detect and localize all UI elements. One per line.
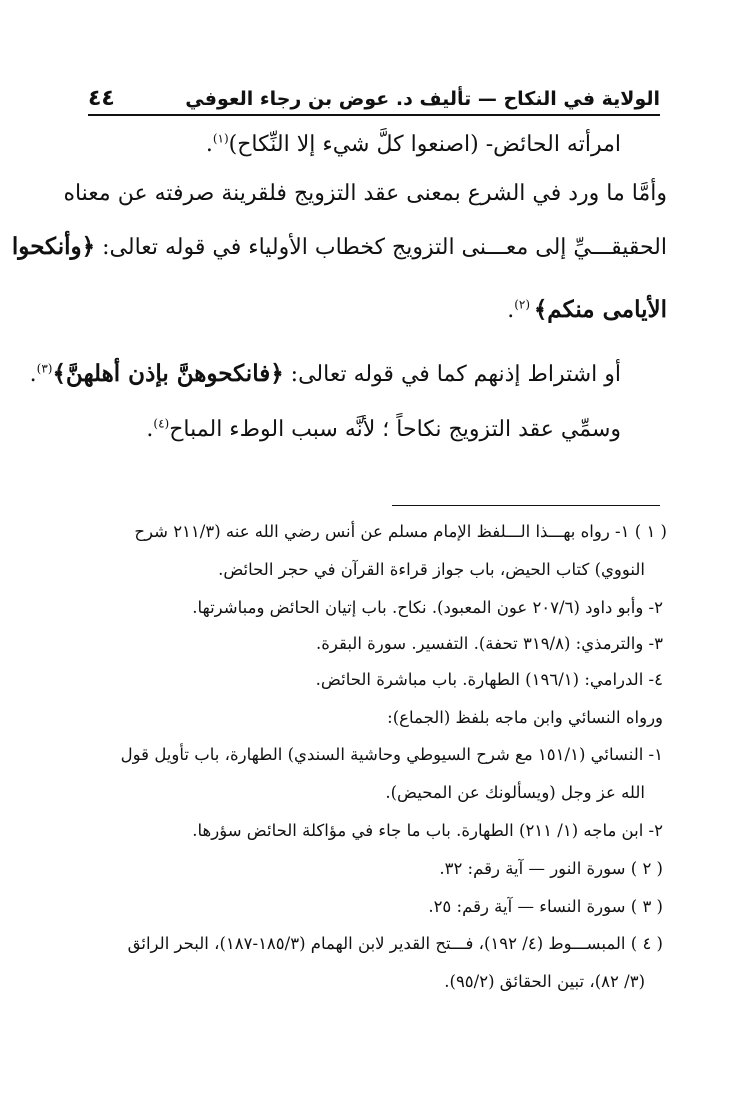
running-header bbox=[88, 78, 660, 112]
body-line-5 bbox=[30, 357, 621, 392]
quran-verse: ﴿فانكحوهنَّ بإذن أهلهنَّ﴾ bbox=[52, 360, 284, 387]
body-text: أو اشتراط إذنهم كما في قوله تعالى: bbox=[283, 362, 621, 387]
footnote-ref: (٢) bbox=[514, 297, 534, 312]
footnote-line: ( ١ ) ١- رواه بهـــذا الـــلفظ الإمام مسلم عن أنس رضي الله عنه (٢١١/٣ شرح bbox=[134, 522, 667, 541]
footnote-line: ( ٢ ) سورة النور — آية رقم: ٣٢. bbox=[439, 859, 663, 878]
body-punct: . bbox=[507, 298, 515, 323]
body-line-1 bbox=[206, 128, 621, 162]
footnote-line: ٣- والترمذي: (٣١٩/٨ تحفة). التفسير. سورة البقرة. bbox=[315, 634, 663, 653]
body-text: وسمِّي عقد التزويج نكاحاً ؛ لأنَّه سبب الوطء المباح bbox=[169, 417, 621, 442]
footnote-line: ( ٤ ) المبســـوط (٤/ ١٩٢)، فـــتح القدير لابن الهمام (١٨٥/٣-١٨٧)، البحر الرائق bbox=[127, 934, 663, 953]
quran-verse: الأيامى منكم﴾ bbox=[533, 296, 667, 323]
footnote-line: ٢- ابن ماجه (١/ ٢١١) الطهارة. باب ما جاء في مؤاكلة الحائض سؤرها. bbox=[192, 821, 663, 840]
footnote-line: ٢- وأبو داود (٢٠٧/٦ عون المعبود). نكاح. باب إتيان الحائض ومباشرتها. bbox=[192, 598, 663, 617]
footnote-ref: (٣) bbox=[36, 361, 53, 376]
body-punct: . bbox=[29, 362, 37, 387]
body-text: وأمَّا ما ورد في الشرع بمعنى عقد التزويج فلقرينة صرفته عن معناه bbox=[63, 181, 667, 206]
footnote-line: الله عز وجل (ويسألونك عن المحيض). bbox=[385, 783, 645, 802]
body-text: امرأته الحائض- (اصنعوا كلَّ شيء إلا النِّكاح) bbox=[228, 132, 621, 157]
footnote-ref: (٤) bbox=[153, 416, 170, 431]
header-title: الولاية في النكاح — تأليف د. عوض بن رجاء العوفي bbox=[185, 88, 660, 110]
footnote-line: ١- النسائي (١٥١/١ مع شرح السيوطي وحاشية السندي) الطهارة، باب تأويل قول bbox=[120, 745, 663, 764]
footnote-line: (٣/ ٨٢)، تبين الحقائق (٩٥/٢). bbox=[444, 972, 645, 991]
body-punct: . bbox=[205, 132, 213, 157]
body-line-3 bbox=[12, 230, 667, 265]
footnote-separator bbox=[392, 505, 660, 506]
body-line-4 bbox=[507, 293, 667, 328]
footnote-line: ورواه النسائي وابن ماجه بلفظ (الجماع): bbox=[387, 708, 663, 727]
body-line-2 bbox=[63, 177, 667, 211]
page-number: ٤٤ bbox=[88, 86, 115, 111]
body-text: الحقيقـــيِّ إلى معـــنى التزويج كخطاب الأولياء في قوله تعالى: bbox=[95, 235, 667, 260]
footnote-line: ٤- الدرامي: (١٩٦/١) الطهارة. باب مباشرة الحائض. bbox=[315, 670, 663, 689]
footnote-ref: (١) bbox=[212, 131, 229, 146]
body-punct: . bbox=[146, 417, 154, 442]
quran-verse: ﴿وأنكحوا bbox=[11, 233, 96, 260]
footnote-line: ( ٣ ) سورة النساء — آية رقم: ٢٥. bbox=[428, 897, 663, 916]
footnote-line: النووي) كتاب الحيض، باب جواز قراءة القرآن في حجر الحائض. bbox=[218, 560, 645, 579]
header-rule bbox=[88, 114, 660, 116]
body-line-6 bbox=[146, 413, 621, 447]
